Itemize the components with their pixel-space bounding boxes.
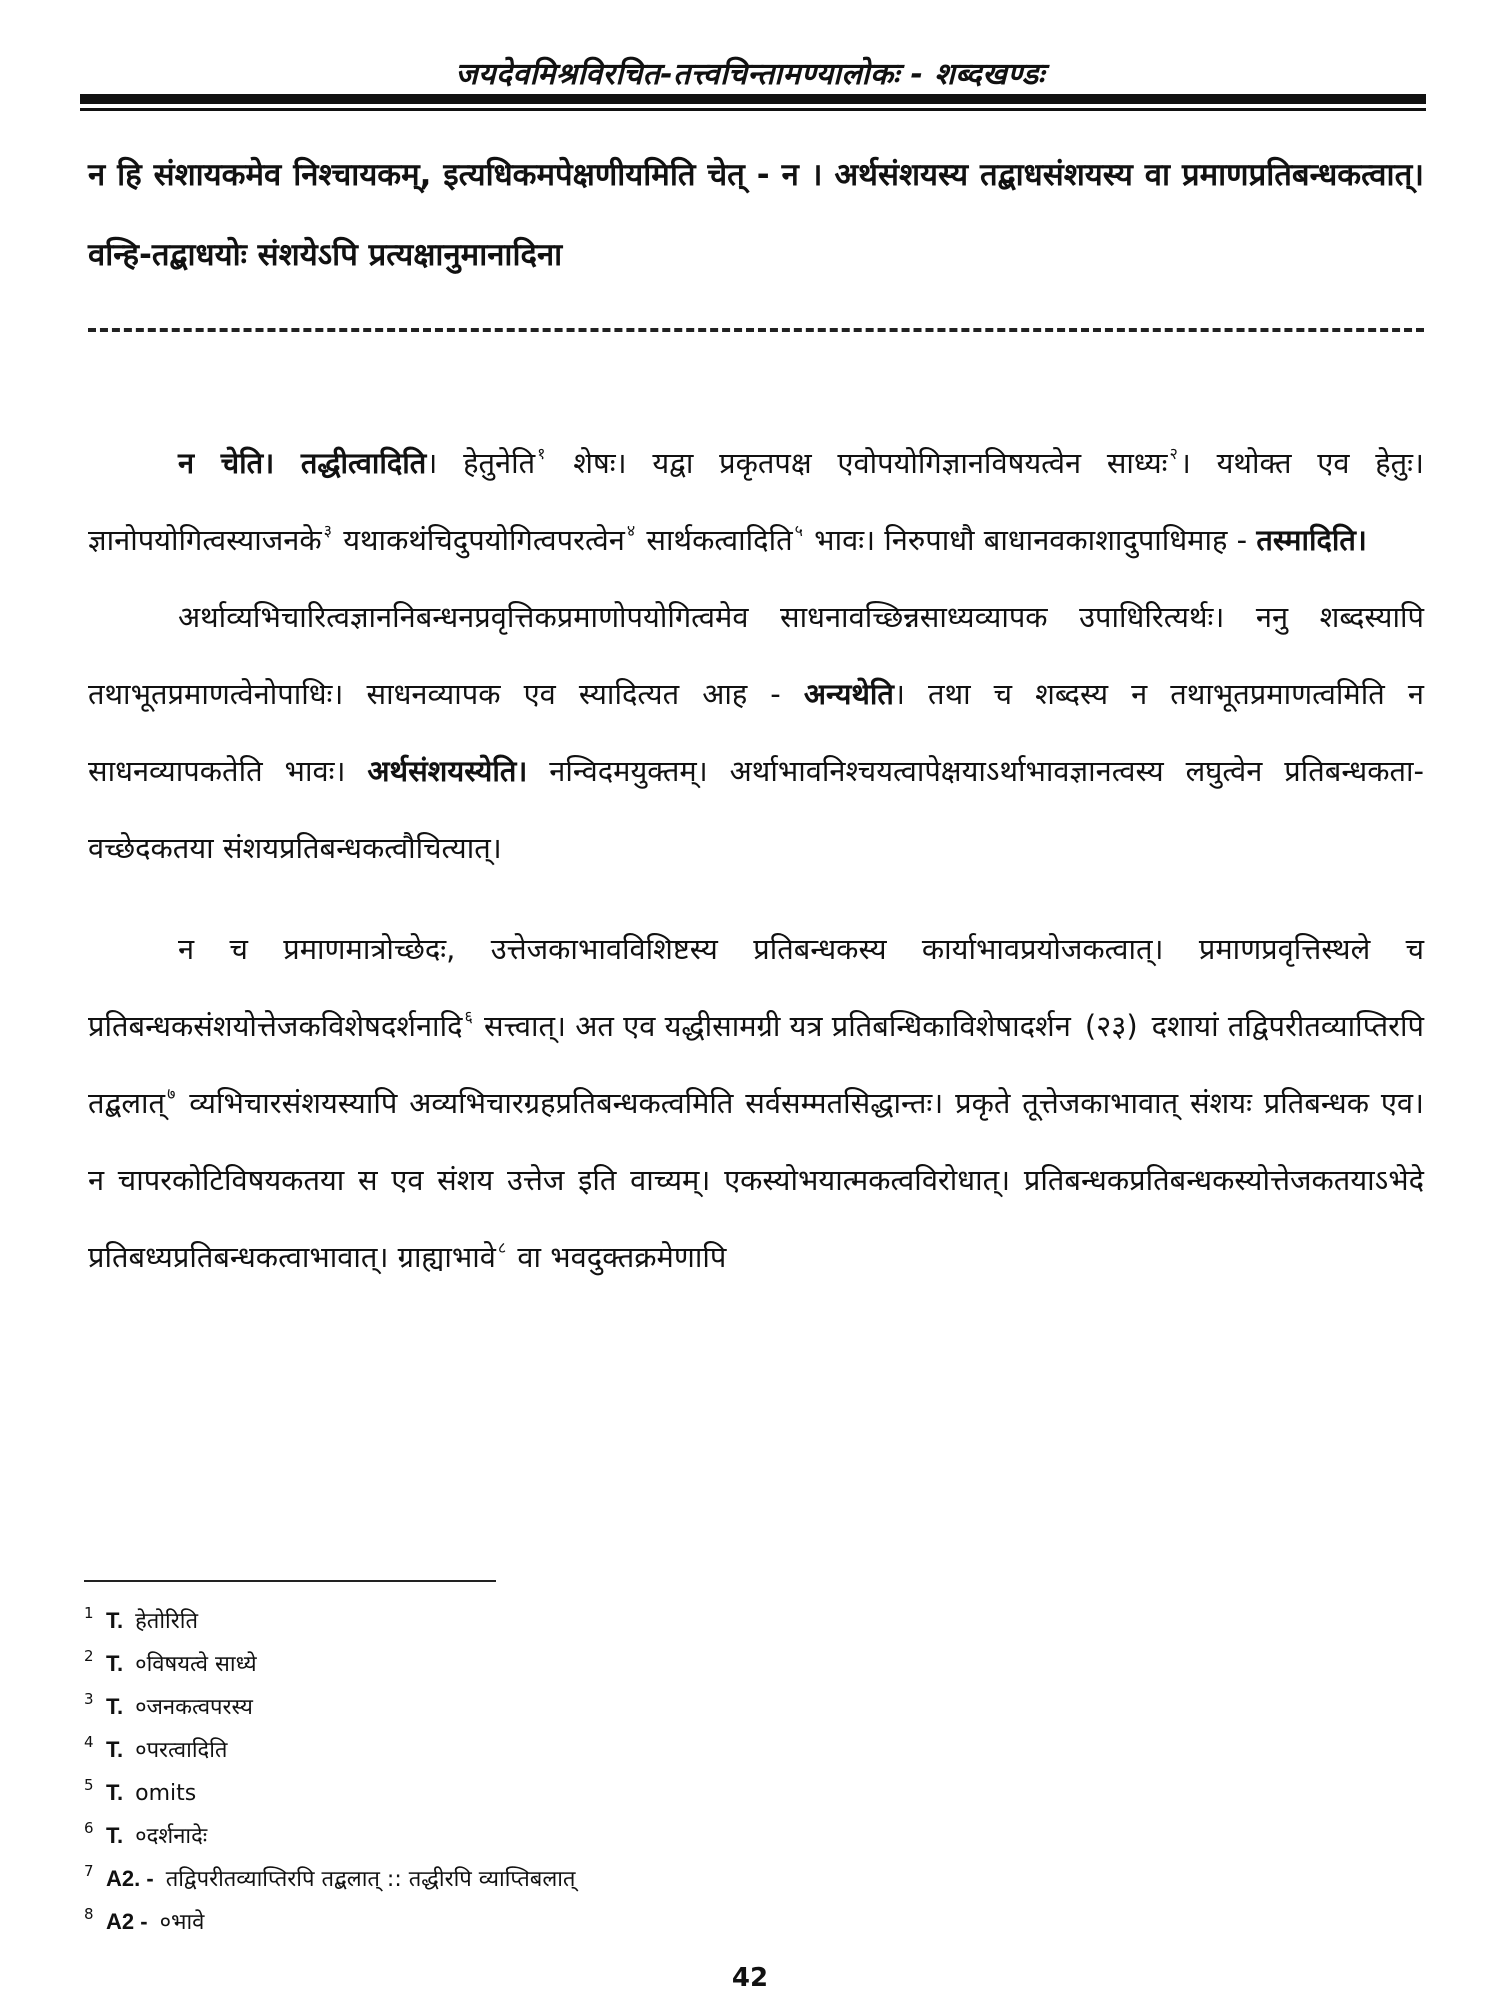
footnote-text: ०भावे (159, 1910, 205, 1935)
commentary-paragraph-2 (88, 579, 1424, 887)
footnote-ref: ३ (323, 521, 332, 540)
footnote-ref: ८ (497, 1238, 507, 1257)
footnote-source: A2 - (106, 1909, 148, 1934)
footnote-source: T. (106, 1651, 124, 1676)
footnote-rule (84, 1580, 496, 1582)
text-run: । हेतुनेति (426, 446, 536, 480)
footnote-source: T. (106, 1780, 124, 1805)
manuscript-ref: (२३) (1084, 1009, 1138, 1043)
footnote: 1 T. हेतोरिति (84, 1600, 1384, 1643)
footnote-text: omits (135, 1781, 197, 1806)
text-run: अर्थाव्यभिचारित्वज्ञाननिबन्धनप्रवृत्तिकप्रमाणोपयोगित्वमेव साधनावच्छिन्नसाध्यव्यापक उपाधिरित्यर्थः। ननु शब्दस्यापि तथाभूतप्रमाणत्वेनोपाधिः। साधनव्यापक एव स्यादित्यत आह - (88, 600, 1424, 711)
lemma: तस्मादिति। (1256, 523, 1367, 557)
footnote-ref: १ (537, 444, 546, 463)
footnote: 6 T. ०दर्शनादेः (84, 1815, 1384, 1858)
footnote: 4 T. ०परत्वादिति (84, 1729, 1384, 1772)
text-run: न च प्रमाणमात्रोच्छेदः, उत्तेजकाभावविशिष्टस्य प्रतिबन्धकस्य कार्याभावप्रयोजकत्वात्। प्रमाणप्रवृत्तिस्थले च प्रतिबन्धकसंशयोत्तेजकविशेषदर्शनादि (88, 932, 1424, 1043)
header-rule-thin (80, 108, 1426, 111)
footnote-source: T. (106, 1823, 124, 1848)
footnote-ref: ६ (464, 1007, 473, 1026)
text-run: शेषः। यद्वा प्रकृतपक्ष एवोपयोगिज्ञानविषयत्वेन साध्यः (547, 446, 1168, 480)
commentary (88, 425, 1424, 1296)
footnote-text: ०परत्वादिति (135, 1738, 228, 1763)
lemma: अर्थसंशयस्येति। (367, 754, 528, 788)
footnote-ref: ५ (794, 521, 803, 540)
text-run: व्यभिचारसंशयस्यापि अव्यभिचारग्रहप्रतिबन्धकत्वमिति सर्वसम्मतसिद्धान्तः। प्रकृते तूत्तेजकाभावात् संशयः प्रतिबन्धक एव। न चापरकोटिविषयकतया स एव संशय उत्तेज इति वाच्यम्। एकस्योभयात्मकत्वविरोधात्। प्रतिबन्धकप्रतिबन्धकस्योत्तेजकतयाऽभेदे प्रतिबध्यप्रतिबन्धकत्वाभावात्। ग्राह्याभावे (88, 1086, 1424, 1274)
footnote-source: T. (106, 1694, 124, 1719)
text-run: सार्थकत्वादिति (637, 523, 793, 557)
footnote-source: A2. - (106, 1866, 154, 1891)
text-run: नन्विदमयुक्तम्। अर्थाभावनिश्चयत्वापेक्षयाऽर्थाभावज्ञानत्वस्य लघुत्वेन प्रतिबन्धकता-वच्छेदकतया संशयप्रतिबन्धकत्वौचित्यात्। (88, 754, 1424, 865)
text-run: भावः। निरुपाधौ बाधानवकाशादुपाधिमाह - (804, 523, 1257, 557)
footnote-text: ०विषयत्वे साध्ये (135, 1652, 257, 1677)
footnote-source: T. (106, 1608, 124, 1633)
footnote: 3 T. ०जनकत्वपरस्य (84, 1686, 1384, 1729)
running-header: जयदेवमिश्रविरचित-तत्त्वचिन्तामण्यालोकः - शब्दखण्डः (455, 57, 1045, 92)
footnote-ref: ४ (626, 521, 636, 540)
footnote: 8 A2 - ०भावे (84, 1901, 1384, 1944)
footnote-text: ०दर्शनादेः (135, 1824, 208, 1849)
dashed-separator (88, 328, 1424, 332)
text-run: वा भवदुक्तक्रमेणापि (508, 1240, 727, 1274)
footnote-ref: २ (1169, 444, 1178, 463)
footnote-text: हेतोरिति (135, 1609, 198, 1634)
commentary-paragraph-3 (88, 911, 1424, 1296)
commentary-paragraph-1 (88, 425, 1424, 579)
footnote-text: ०जनकत्वपरस्य (135, 1695, 253, 1720)
footnote: 7 A2. - तद्विपरीतव्याप्तिरपि तद्बलात् :: तद्धीरपि व्याप्तिबलात् (84, 1858, 1384, 1901)
text-run: सत्त्वात्। अत एव यद्धीसामग्री यत्र प्रतिबन्धिकाविशेषादर्शन (474, 1009, 1071, 1043)
footnote-text: तद्विपरीतव्याप्तिरपि तद्बलात् :: तद्धीरपि व्याप्तिबलात् (165, 1867, 576, 1892)
footnote-ref: ७ (167, 1084, 176, 1103)
header-rule-thick (80, 94, 1426, 104)
footnote: 2 T. ०विषयत्वे साध्ये (84, 1643, 1384, 1686)
text-run: यथाकथंचिदुपयोगित्वपरत्वेन (333, 523, 625, 557)
text-run: दशायां तद्विपरीतव्याप्तिरपि तद्बलात् (88, 1009, 1425, 1120)
footnote: 5 T. omits (84, 1772, 1384, 1815)
text-run: । यथोक्त एव हेतुः। ज्ञानोपयोगित्वस्याजनके (88, 446, 1424, 557)
footnotes (84, 1600, 1384, 1944)
mula-text: न हि संशायकमेव निश्चायकम्, इत्यधिकमपेक्षणीयमिति चेत् - न । अर्थसंशयस्य तद्बाधसंशयस्य वा प्रमाणप्रतिबन्धकत्वात्। वन्हि-तद्बाधयोः संशयेऽपि प्रत्यक्षानुमानादिना (88, 157, 1424, 273)
text-run: । तथा च शब्दस्य न तथाभूतप्रमाणत्वमिति न साधनव्यापकतेति भावः। (88, 677, 1424, 788)
lemma: न चेति। तद्धीत्वादिति (178, 446, 427, 480)
lemma: अन्यथेति (803, 677, 894, 711)
footnote-source: T. (106, 1737, 124, 1762)
